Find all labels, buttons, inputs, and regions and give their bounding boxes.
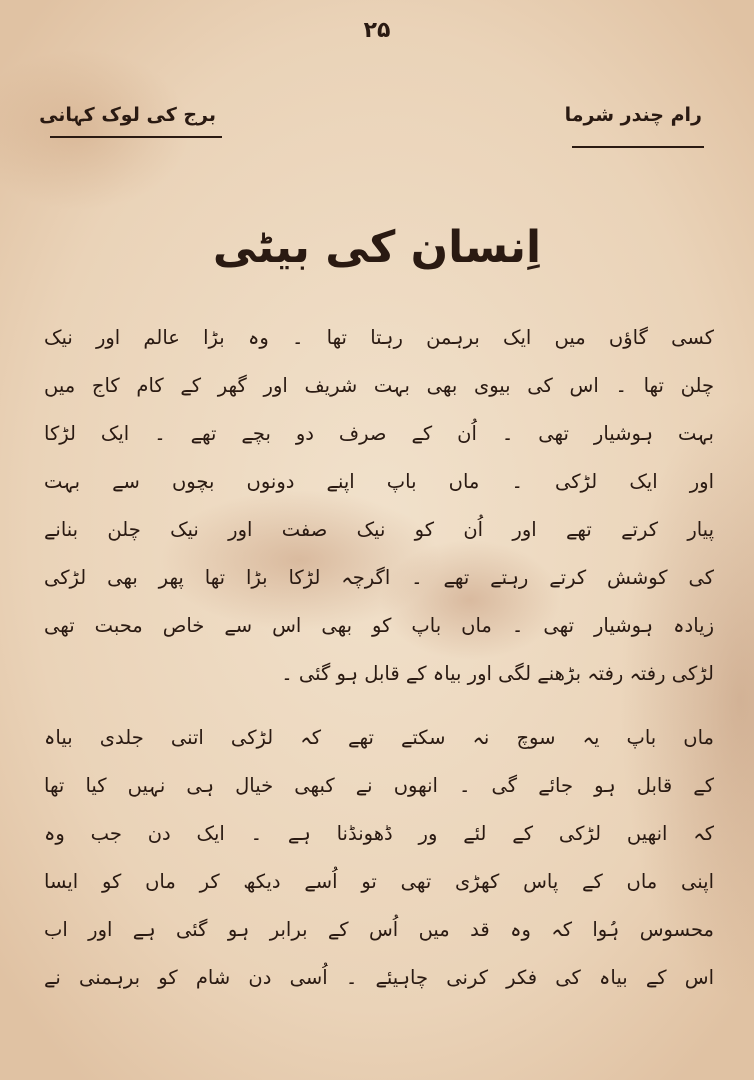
author-name: رام چندر شرما	[564, 104, 702, 126]
story-title: اِنسان کی بیٹی	[212, 222, 542, 273]
paragraph-2	[44, 714, 714, 1002]
text-line: کسی گاؤں میں ایک برہمن رہتا تھا ۔ وہ بڑا عالم اور نیک	[44, 326, 714, 349]
text-line: اس کے بیاہ کی فکر کرنی چاہیئے ۔ اُسی دن شام کو برہمنی نے	[44, 966, 714, 989]
text-line: کے قابل ہو جائے گی ۔ انھوں نے کبھی خیال ہی نہیں کیا تھا	[44, 774, 714, 797]
page-number: ۲۵	[363, 18, 391, 43]
series-title-underline	[50, 136, 222, 138]
text-line: اور ایک لڑکی ۔ ماں باپ اپنے دونوں بچوں سے بہت	[44, 470, 714, 493]
text-line: چلن تھا ۔ اس کی بیوی بھی بہت شریف اور گھر کے کام کاج میں	[44, 374, 714, 397]
text-line: اپنی ماں کے پاس کھڑی تھی تو اُسے دیکھ کر ماں کو ایسا	[44, 870, 714, 893]
text-line: زیادہ ہوشیار تھی ۔ ماں باپ کو بھی اس سے خاص محبت تھی	[44, 614, 714, 637]
text-line: بہت ہوشیار تھی ۔ اُن کے صرف دو بچے تھے ۔ ایک لڑکا	[44, 422, 714, 445]
text-line: کہ انھیں لڑکی کے لئے ور ڈھونڈنا ہے ۔ ایک دن جب وہ	[44, 822, 714, 845]
text-line: پیار کرتے تھے اور اُن کو نیک صفت اور نیک چلن بنانے	[44, 518, 714, 541]
paragraph-1	[44, 314, 714, 698]
text-line: لڑکی رفتہ رفتہ بڑھنے لگی اور بیاہ کے قابل ہو گئی ۔	[281, 662, 714, 685]
series-title: برج کی لوک کہانی	[39, 104, 216, 126]
text-line: ماں باپ یہ سوچ نہ سکتے تھے کہ لڑکی اتنی جلدی بیاہ	[44, 726, 714, 749]
text-line: محسوس ہُوا کہ وہ قد میں اُس کے برابر ہو گئی ہے اور اب	[44, 918, 714, 941]
author-name-underline	[572, 146, 704, 148]
text-line: کی کوشش کرتے رہتے تھے ۔ اگرچہ لڑکا بڑا تھا پھر بھی لڑکی	[44, 566, 714, 589]
